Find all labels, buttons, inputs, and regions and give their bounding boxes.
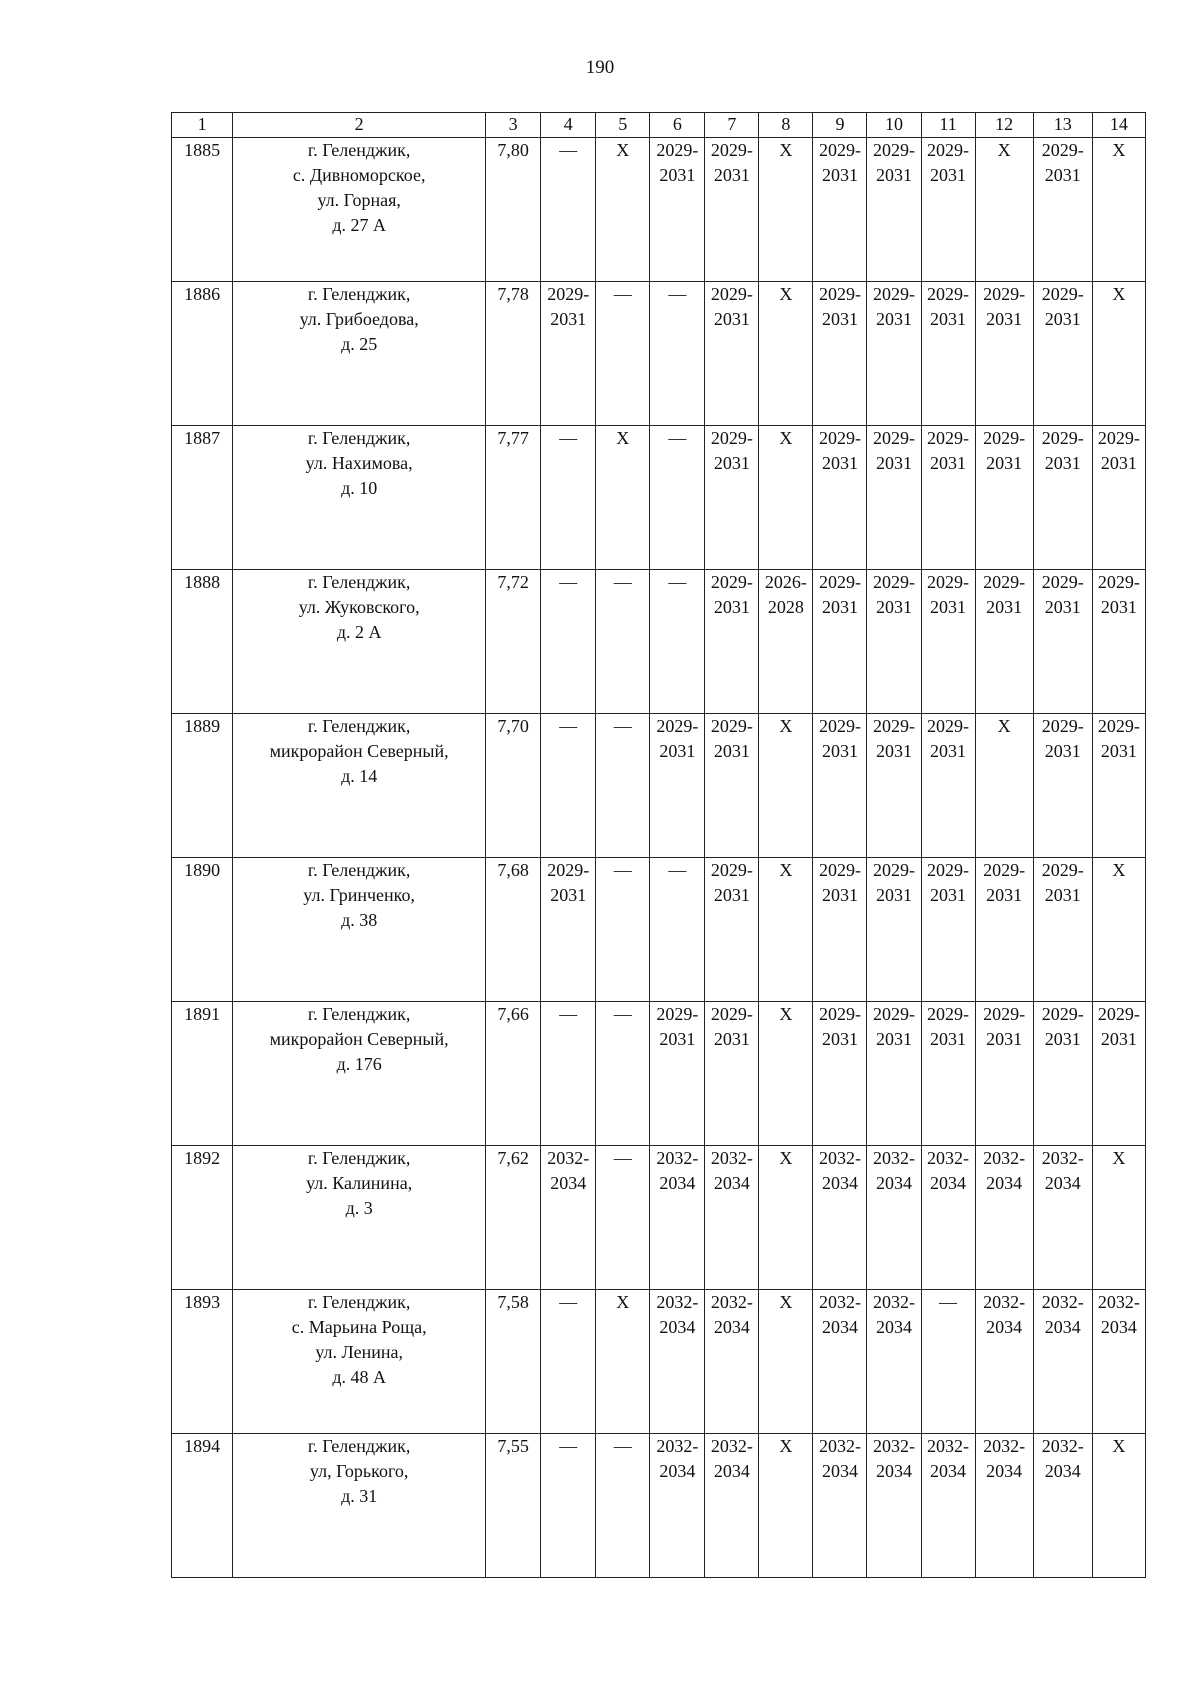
schedule-cell-col-8 <box>759 570 813 714</box>
schedule-cell-col-9 <box>813 570 867 714</box>
schedule-cell-col-5 <box>596 1146 650 1290</box>
schedule-cell-col-6 <box>650 1002 705 1146</box>
schedule-value: 2029- 2031 <box>927 284 970 329</box>
schedule-value: 2029- 2031 <box>983 572 1026 617</box>
schedule-cell-col-5 <box>596 1002 650 1146</box>
schedule-value: 2032- 2034 <box>656 1436 699 1481</box>
schedule-cell-col-13 <box>1033 570 1092 714</box>
schedule-cell-col-9 <box>813 1146 867 1290</box>
schedule-cell-col-4 <box>541 138 596 282</box>
table-row <box>172 426 1146 570</box>
schedule-value: — <box>613 1436 632 1456</box>
schedule-value: 2029- 2031 <box>656 1004 699 1049</box>
column-header-4: 4 <box>541 113 596 138</box>
schedule-cell-col-14 <box>1092 1146 1145 1290</box>
column-header-14: 14 <box>1092 113 1145 138</box>
schedule-cell-col-11 <box>921 138 975 282</box>
address-cell <box>233 570 486 714</box>
schedule-value: X <box>997 716 1011 736</box>
schedule-value: — <box>559 1292 578 1312</box>
schedule-cell-col-11 <box>921 858 975 1002</box>
page-number: 190 <box>585 57 615 78</box>
schedule-value: 2029- 2031 <box>818 284 861 329</box>
schedule-value: 2029- 2031 <box>1041 140 1084 185</box>
address-cell <box>233 714 486 858</box>
schedule-value: 2029- 2031 <box>927 428 970 473</box>
schedule-cell-col-6 <box>650 570 705 714</box>
schedule-value: 2032- 2034 <box>873 1436 915 1481</box>
schedule-value: 2029- 2031 <box>927 1004 970 1049</box>
schedule-value: 2029- 2031 <box>873 1004 915 1049</box>
schedule-cell-col-8 <box>759 714 813 858</box>
schedule-cell-col-11 <box>921 1002 975 1146</box>
schedule-value: — <box>613 860 632 880</box>
schedule-value: — <box>939 1292 958 1312</box>
schedule-cell-col-5 <box>596 282 650 426</box>
column-header-10: 10 <box>867 113 921 138</box>
schedule-value: 2029- 2031 <box>1041 1004 1084 1049</box>
schedule-value: 2029- 2031 <box>710 572 753 617</box>
schedule-cell-col-5 <box>596 138 650 282</box>
schedule-value: X <box>779 284 793 304</box>
schedule-value: 2032- 2034 <box>710 1148 753 1193</box>
schedule-cell-col-10 <box>867 426 921 570</box>
schedule-cell-col-7 <box>705 570 759 714</box>
table-body <box>172 138 1146 1578</box>
schedule-cell-col-12 <box>975 1434 1033 1578</box>
schedule-value: 2032- 2034 <box>927 1436 970 1481</box>
schedule-value: X <box>616 428 630 448</box>
column-header-7: 7 <box>705 113 759 138</box>
schedule-cell-col-10 <box>867 282 921 426</box>
schedule-value: X <box>779 1148 793 1168</box>
schedule-cell-col-10 <box>867 570 921 714</box>
schedule-value: 2029- 2031 <box>927 572 970 617</box>
schedule-cell-col-4 <box>541 1146 596 1290</box>
schedule-cell-col-13 <box>1033 1290 1092 1434</box>
column-header-12: 12 <box>975 113 1033 138</box>
table-row <box>172 858 1146 1002</box>
schedule-cell-col-5 <box>596 1290 650 1434</box>
schedule-value: 2032- 2034 <box>873 1292 915 1337</box>
schedule-cell-col-5 <box>596 570 650 714</box>
address-cell <box>233 1002 486 1146</box>
schedule-value: 2029- 2031 <box>983 284 1026 329</box>
schedule-value: X <box>779 1292 793 1312</box>
table-row <box>172 1146 1146 1290</box>
schedule-cell-col-7 <box>705 1290 759 1434</box>
schedule-value: X <box>779 428 793 448</box>
schedule-value: — <box>668 284 687 304</box>
registry-table <box>171 112 1146 1578</box>
schedule-cell-col-7 <box>705 1002 759 1146</box>
address-cell <box>233 282 486 426</box>
schedule-value: — <box>668 860 687 880</box>
schedule-cell-col-10 <box>867 1290 921 1434</box>
schedule-cell-col-7 <box>705 282 759 426</box>
schedule-cell-col-14 <box>1092 1290 1145 1434</box>
schedule-value: 2032- 2034 <box>818 1436 861 1481</box>
schedule-cell-col-13 <box>1033 138 1092 282</box>
schedule-cell-col-9 <box>813 1434 867 1578</box>
schedule-value: — <box>613 284 632 304</box>
schedule-value: 2029- 2031 <box>1097 428 1140 473</box>
schedule-value: 2029- 2031 <box>818 716 861 761</box>
row-number: 1886 <box>172 282 233 426</box>
schedule-cell-col-12 <box>975 570 1033 714</box>
score-cell: 7,62 <box>486 1146 541 1290</box>
schedule-value: 2029- 2031 <box>710 428 753 473</box>
row-number: 1892 <box>172 1146 233 1290</box>
schedule-cell-col-10 <box>867 714 921 858</box>
schedule-cell-col-8 <box>759 426 813 570</box>
address-text: г. Геленджик, ул. Нахимова, д. 10 <box>305 428 413 498</box>
schedule-cell-col-5 <box>596 714 650 858</box>
row-number: 1894 <box>172 1434 233 1578</box>
schedule-cell-col-6 <box>650 1290 705 1434</box>
schedule-cell-col-5 <box>596 426 650 570</box>
schedule-cell-col-10 <box>867 1146 921 1290</box>
score-cell: 7,80 <box>486 138 541 282</box>
schedule-value: 2029- 2031 <box>1041 716 1084 761</box>
schedule-cell-col-13 <box>1033 282 1092 426</box>
address-text: г. Геленджик, ул. Грибоедова, д. 25 <box>299 284 419 354</box>
schedule-cell-col-12 <box>975 714 1033 858</box>
schedule-value: — <box>668 572 687 592</box>
schedule-value: — <box>559 716 578 736</box>
schedule-value: 2032- 2034 <box>1041 1292 1084 1337</box>
schedule-value: X <box>616 1292 630 1312</box>
column-header-9: 9 <box>813 113 867 138</box>
schedule-value: 2029- 2031 <box>927 140 970 185</box>
row-number: 1893 <box>172 1290 233 1434</box>
header-row <box>172 113 1146 138</box>
schedule-cell-col-11 <box>921 1434 975 1578</box>
schedule-value: 2029- 2031 <box>873 716 915 761</box>
schedule-value: 2029- 2031 <box>1097 716 1140 761</box>
schedule-cell-col-4 <box>541 570 596 714</box>
schedule-cell-col-13 <box>1033 426 1092 570</box>
schedule-cell-col-9 <box>813 282 867 426</box>
schedule-value: 2032- 2034 <box>1097 1292 1140 1337</box>
schedule-cell-col-8 <box>759 1002 813 1146</box>
score-cell: 7,58 <box>486 1290 541 1434</box>
column-header-2: 2 <box>233 113 486 138</box>
table-row <box>172 570 1146 714</box>
column-header-5: 5 <box>596 113 650 138</box>
schedule-cell-col-11 <box>921 570 975 714</box>
schedule-value: 2032- 2034 <box>873 1148 915 1193</box>
schedule-value: 2032- 2034 <box>656 1148 699 1193</box>
schedule-value: 2029- 2031 <box>873 284 915 329</box>
schedule-cell-col-6 <box>650 138 705 282</box>
schedule-value: — <box>613 572 632 592</box>
schedule-cell-col-7 <box>705 858 759 1002</box>
address-text: г. Геленджик, с. Марьина Роща, ул. Ленина, д. 48 А <box>291 1292 427 1387</box>
schedule-value: 2032- 2034 <box>710 1436 753 1481</box>
address-text: г. Геленджик, ул. Гринченко, д. 38 <box>303 860 416 930</box>
schedule-value: 2029- 2031 <box>983 860 1026 905</box>
schedule-value: X <box>1112 860 1126 880</box>
address-text: г. Геленджик, ул. Жуковского, д. 2 А <box>298 572 420 642</box>
schedule-cell-col-14 <box>1092 570 1145 714</box>
schedule-value: 2029- 2031 <box>710 1004 753 1049</box>
schedule-cell-col-14 <box>1092 1434 1145 1578</box>
schedule-cell-col-8 <box>759 858 813 1002</box>
schedule-value: 2029- 2031 <box>1041 428 1084 473</box>
schedule-value: 2029- 2031 <box>818 140 861 185</box>
table-header <box>172 113 1146 138</box>
address-cell <box>233 138 486 282</box>
schedule-value: 2029- 2031 <box>547 284 590 329</box>
score-cell: 7,77 <box>486 426 541 570</box>
schedule-value: 2032- 2034 <box>983 1292 1026 1337</box>
schedule-value: — <box>559 140 578 160</box>
table-row <box>172 1002 1146 1146</box>
address-cell <box>233 1146 486 1290</box>
schedule-value: 2032- 2034 <box>710 1292 753 1337</box>
schedule-cell-col-14 <box>1092 138 1145 282</box>
schedule-cell-col-9 <box>813 1290 867 1434</box>
schedule-cell-col-13 <box>1033 858 1092 1002</box>
schedule-value: X <box>779 860 793 880</box>
row-number: 1888 <box>172 570 233 714</box>
schedule-value: 2029- 2031 <box>547 860 590 905</box>
schedule-value: X <box>616 140 630 160</box>
schedule-cell-col-13 <box>1033 1434 1092 1578</box>
schedule-cell-col-7 <box>705 138 759 282</box>
schedule-cell-col-12 <box>975 1290 1033 1434</box>
schedule-value: 2029- 2031 <box>983 1004 1026 1049</box>
schedule-value: — <box>559 1004 578 1024</box>
table-row <box>172 1434 1146 1578</box>
schedule-cell-col-14 <box>1092 858 1145 1002</box>
schedule-cell-col-7 <box>705 426 759 570</box>
schedule-value: 2029- 2031 <box>983 428 1026 473</box>
schedule-value: 2032- 2034 <box>547 1148 590 1193</box>
schedule-value: — <box>559 428 578 448</box>
column-header-13: 13 <box>1033 113 1092 138</box>
schedule-value: 2029- 2031 <box>710 284 753 329</box>
schedule-value: 2029- 2031 <box>710 140 753 185</box>
schedule-value: X <box>1112 1436 1126 1456</box>
schedule-cell-col-11 <box>921 282 975 426</box>
schedule-cell-col-14 <box>1092 426 1145 570</box>
row-number: 1890 <box>172 858 233 1002</box>
schedule-value: 2032- 2034 <box>983 1148 1026 1193</box>
schedule-value: X <box>1112 140 1126 160</box>
schedule-cell-col-13 <box>1033 1146 1092 1290</box>
schedule-value: 2029- 2031 <box>927 860 970 905</box>
schedule-value: 2029- 2031 <box>927 716 970 761</box>
schedule-cell-col-5 <box>596 1434 650 1578</box>
schedule-value: 2032- 2034 <box>1041 1148 1084 1193</box>
address-cell <box>233 858 486 1002</box>
schedule-value: 2029- 2031 <box>1097 572 1140 617</box>
schedule-value: 2032- 2034 <box>818 1148 861 1193</box>
address-text: г. Геленджик, ул. Калинина, д. 3 <box>306 1148 413 1218</box>
schedule-value: — <box>613 1004 632 1024</box>
schedule-cell-col-10 <box>867 858 921 1002</box>
schedule-cell-col-8 <box>759 138 813 282</box>
schedule-cell-col-9 <box>813 714 867 858</box>
schedule-cell-col-4 <box>541 1290 596 1434</box>
schedule-value: X <box>779 140 793 160</box>
score-cell: 7,68 <box>486 858 541 1002</box>
schedule-value: 2029- 2031 <box>873 428 915 473</box>
table-row <box>172 138 1146 282</box>
schedule-cell-col-4 <box>541 426 596 570</box>
schedule-value: 2029- 2031 <box>1041 284 1084 329</box>
schedule-cell-col-8 <box>759 1434 813 1578</box>
schedule-cell-col-7 <box>705 1146 759 1290</box>
schedule-value: 2029- 2031 <box>873 572 915 617</box>
schedule-cell-col-6 <box>650 714 705 858</box>
schedule-value: 2029- 2031 <box>818 428 861 473</box>
schedule-cell-col-12 <box>975 426 1033 570</box>
schedule-value: X <box>997 140 1011 160</box>
schedule-value: 2032- 2034 <box>818 1292 861 1337</box>
schedule-cell-col-12 <box>975 282 1033 426</box>
schedule-cell-col-9 <box>813 138 867 282</box>
column-header-1: 1 <box>172 113 233 138</box>
schedule-cell-col-14 <box>1092 282 1145 426</box>
schedule-value: X <box>779 716 793 736</box>
address-text: г. Геленджик, с. Дивноморское, ул. Горная, д. 27 А <box>292 140 426 235</box>
score-cell: 7,55 <box>486 1434 541 1578</box>
schedule-cell-col-4 <box>541 282 596 426</box>
schedule-cell-col-11 <box>921 714 975 858</box>
schedule-value: 2029- 2031 <box>1041 860 1084 905</box>
schedule-value: 2029- 2031 <box>818 860 861 905</box>
column-header-8: 8 <box>759 113 813 138</box>
schedule-value: 2032- 2034 <box>656 1292 699 1337</box>
address-text: г. Геленджик, микрорайон Северный, д. 176 <box>269 1004 449 1074</box>
schedule-value: 2032- 2034 <box>927 1148 970 1193</box>
schedule-cell-col-4 <box>541 714 596 858</box>
schedule-value: — <box>613 1148 632 1168</box>
schedule-value: 2029- 2031 <box>656 140 699 185</box>
schedule-cell-col-14 <box>1092 1002 1145 1146</box>
schedule-cell-col-4 <box>541 1434 596 1578</box>
row-number: 1889 <box>172 714 233 858</box>
address-cell <box>233 1434 486 1578</box>
schedule-cell-col-12 <box>975 1146 1033 1290</box>
address-cell <box>233 1290 486 1434</box>
schedule-cell-col-11 <box>921 1290 975 1434</box>
schedule-value: 2032- 2034 <box>1041 1436 1084 1481</box>
table-row <box>172 282 1146 426</box>
schedule-cell-col-13 <box>1033 1002 1092 1146</box>
schedule-cell-col-10 <box>867 1002 921 1146</box>
schedule-value: 2029- 2031 <box>873 140 915 185</box>
column-header-3: 3 <box>486 113 541 138</box>
schedule-value: — <box>559 1436 578 1456</box>
schedule-cell-col-8 <box>759 282 813 426</box>
schedule-cell-col-4 <box>541 858 596 1002</box>
table-row <box>172 714 1146 858</box>
schedule-value: 2029- 2031 <box>710 716 753 761</box>
schedule-cell-col-4 <box>541 1002 596 1146</box>
schedule-cell-col-9 <box>813 426 867 570</box>
schedule-cell-col-6 <box>650 282 705 426</box>
schedule-cell-col-6 <box>650 1146 705 1290</box>
schedule-cell-col-6 <box>650 426 705 570</box>
schedule-cell-col-5 <box>596 858 650 1002</box>
row-number: 1885 <box>172 138 233 282</box>
address-text: г. Геленджик, микрорайон Северный, д. 14 <box>269 716 449 786</box>
row-number: 1891 <box>172 1002 233 1146</box>
schedule-value: 2029- 2031 <box>873 860 915 905</box>
schedule-value: 2029- 2031 <box>818 572 861 617</box>
schedule-cell-col-6 <box>650 1434 705 1578</box>
schedule-cell-col-12 <box>975 858 1033 1002</box>
schedule-value: 2029- 2031 <box>1097 1004 1140 1049</box>
schedule-cell-col-10 <box>867 1434 921 1578</box>
schedule-cell-col-10 <box>867 138 921 282</box>
schedule-cell-col-11 <box>921 1146 975 1290</box>
schedule-value: 2029- 2031 <box>656 716 699 761</box>
address-cell <box>233 426 486 570</box>
table-row <box>172 1290 1146 1434</box>
column-header-6: 6 <box>650 113 705 138</box>
column-header-11: 11 <box>921 113 975 138</box>
schedule-cell-col-7 <box>705 1434 759 1578</box>
schedule-value: 2029- 2031 <box>710 860 753 905</box>
score-cell: 7,78 <box>486 282 541 426</box>
schedule-cell-col-8 <box>759 1290 813 1434</box>
schedule-value: X <box>779 1004 793 1024</box>
schedule-value: X <box>1112 1148 1126 1168</box>
score-cell: 7,70 <box>486 714 541 858</box>
schedule-cell-col-9 <box>813 858 867 1002</box>
schedule-cell-col-11 <box>921 426 975 570</box>
schedule-cell-col-14 <box>1092 714 1145 858</box>
schedule-value: 2032- 2034 <box>983 1436 1026 1481</box>
schedule-cell-col-6 <box>650 858 705 1002</box>
address-text: г. Геленджик, ул, Горького, д. 31 <box>307 1436 411 1506</box>
schedule-value: — <box>668 428 687 448</box>
schedule-value: X <box>1112 284 1126 304</box>
score-cell: 7,72 <box>486 570 541 714</box>
schedule-cell-col-7 <box>705 714 759 858</box>
schedule-value: — <box>559 572 578 592</box>
schedule-value: 2029- 2031 <box>1041 572 1084 617</box>
schedule-value: 2029- 2031 <box>818 1004 861 1049</box>
schedule-value: 2026- 2028 <box>764 572 807 617</box>
schedule-cell-col-8 <box>759 1146 813 1290</box>
schedule-cell-col-12 <box>975 138 1033 282</box>
schedule-cell-col-9 <box>813 1002 867 1146</box>
row-number: 1887 <box>172 426 233 570</box>
score-cell: 7,66 <box>486 1002 541 1146</box>
schedule-cell-col-12 <box>975 1002 1033 1146</box>
schedule-cell-col-13 <box>1033 714 1092 858</box>
schedule-value: X <box>779 1436 793 1456</box>
schedule-value: — <box>613 716 632 736</box>
